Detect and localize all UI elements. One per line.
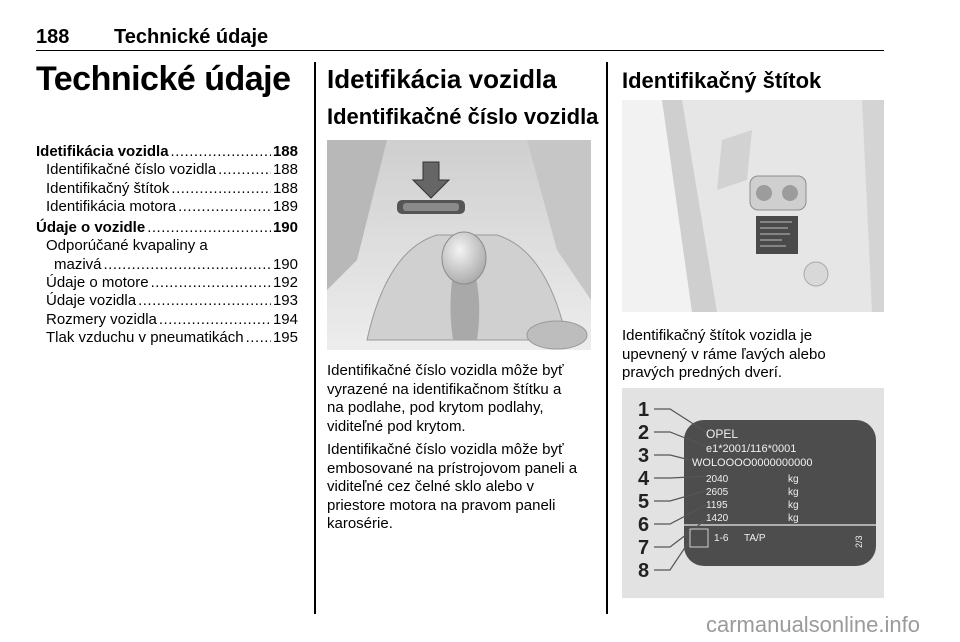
plate-bottom-left: 1-6 — [714, 533, 729, 544]
page-number: 188 — [36, 26, 70, 48]
gear-lever-illustration — [327, 140, 591, 350]
text-line: pravých predných dverí. — [622, 364, 783, 381]
toc-entry-label: Údaje vozidla — [46, 292, 137, 310]
plate-bottom-mid: TA/P — [744, 533, 766, 544]
toc-entry[interactable] — [36, 256, 298, 274]
toc-leader-dots — [171, 180, 271, 198]
toc-entry-page: 188 — [272, 179, 298, 197]
section-title-id-plate: Identifikačný štítok — [622, 68, 822, 93]
toc-entry-label: Rozmery vozidla — [46, 310, 157, 328]
toc-entry[interactable] — [36, 274, 298, 292]
plate-unit-1: kg — [788, 474, 799, 485]
plate-approval-number: e1*2001/116*0001 — [706, 443, 797, 455]
toc-leader-dots — [246, 329, 271, 347]
text-line: Identifikačné číslo vozidla môže byť — [327, 362, 564, 379]
toc-entry-page: 192 — [272, 274, 298, 292]
plate-weight-1: 2040 — [706, 474, 729, 485]
toc-entry[interactable] — [36, 311, 298, 329]
id-plate-location-photo — [622, 100, 884, 312]
door-frame-illustration — [622, 100, 884, 312]
toc-entry-label: Údaje o motore — [46, 274, 149, 292]
toc-leader-dots — [178, 198, 271, 216]
section-title-vehicle-id: Idetifikácia vozidla — [327, 64, 557, 94]
id-plate-diagram — [622, 388, 884, 598]
toc-entry[interactable] — [36, 292, 298, 310]
toc-entry-page: 189 — [272, 197, 298, 215]
toc-leader-dots — [147, 219, 271, 237]
column-divider-2 — [606, 62, 608, 614]
toc-leader-dots — [218, 161, 271, 179]
toc-entry[interactable] — [36, 198, 298, 216]
text-line: na podlahe, pod krytom podlahy, — [327, 399, 544, 416]
chapter-title: Technické údaje — [36, 60, 291, 98]
plate-unit-2: kg — [788, 487, 799, 498]
plate-callout-number: 4 — [638, 468, 650, 490]
toc-leader-dots — [171, 143, 271, 161]
toc-entry-label: Tlak vzduchu v pneumatikách — [46, 328, 244, 346]
id-plate-paragraph — [622, 327, 826, 383]
toc-entry-page: 188 — [272, 143, 298, 160]
toc-entry-page: 190 — [272, 255, 298, 273]
toc-leader-dots — [159, 311, 271, 329]
toc-leader-dots — [138, 292, 271, 310]
plate-brand: OPEL — [706, 427, 739, 441]
toc-entry[interactable] — [36, 180, 298, 198]
toc-entry-page: 190 — [272, 219, 298, 237]
vin-paragraph-1 — [327, 362, 564, 436]
column-divider-1 — [314, 62, 316, 614]
text-line: embosované na prístrojovom paneli a — [327, 459, 578, 477]
toc-entry[interactable] — [36, 237, 298, 255]
text-line: Identifikačný štítok vozidla je — [622, 327, 813, 344]
plate-callout-number: 2 — [638, 422, 650, 444]
plate-bottom-right: 2/3 — [854, 535, 864, 548]
toc-entry-label: mazivá — [54, 255, 102, 273]
plate-vin: WOLOOOO0000000000 — [692, 457, 813, 469]
plate-callout-number: 8 — [638, 560, 650, 582]
toc-leader-dots — [151, 274, 271, 292]
text-line: upevnený v ráme ľavých alebo — [622, 345, 826, 363]
toc-entry[interactable] — [36, 161, 298, 179]
plate-callout-number: 6 — [638, 514, 650, 536]
text-line: viditeľné cez čelné sklo alebo v — [327, 478, 534, 495]
subsection-title-vin: Identifikačné číslo vozidla — [327, 104, 599, 129]
header-title: Technické údaje — [114, 26, 269, 48]
toc-entry-label: Odporúčané kvapaliny a — [46, 237, 208, 255]
toc-entry-label: Identifikačný štítok — [46, 179, 170, 197]
toc-entry[interactable] — [36, 219, 298, 237]
watermark: carmanualsonline.info — [705, 612, 920, 637]
plate-callout-number: 3 — [638, 445, 650, 467]
plate-callout-number: 7 — [638, 537, 650, 559]
toc-leader-dots — [104, 256, 271, 274]
page-header — [36, 24, 884, 51]
toc-entry-page: 194 — [272, 310, 298, 328]
toc-entry-label: Identifikácia motora — [46, 197, 177, 215]
text-line: karosérie. — [327, 515, 393, 532]
toc-entry-label: Idetifikácia vozidla — [36, 143, 169, 160]
plate-callout-number: 1 — [638, 399, 650, 421]
vin-location-photo — [327, 140, 591, 350]
toc-entry[interactable] — [36, 329, 298, 347]
vin-paragraph-2 — [327, 441, 577, 534]
plate-weight-2: 2605 — [706, 487, 729, 498]
toc-entry-page: 188 — [272, 161, 298, 179]
table-of-contents — [36, 143, 298, 347]
plate-unit-4: kg — [788, 513, 799, 524]
text-line: viditeľné pod krytom. — [327, 417, 466, 435]
text-line: priestore motora na pravom paneli — [327, 496, 556, 514]
plate-weight-4: 1420 — [706, 513, 729, 524]
plate-unit-3: kg — [788, 500, 799, 511]
plate-weight-3: 1195 — [706, 500, 728, 511]
toc-entry[interactable] — [36, 143, 298, 161]
toc-entry-page: 195 — [272, 328, 298, 346]
toc-entry-label: Identifikačné číslo vozidla — [46, 161, 217, 179]
toc-entry-label: Údaje o vozidle — [36, 219, 146, 237]
text-line: Identifikačné číslo vozidla môže byť — [327, 441, 564, 458]
text-line: vyrazené na identifikačnom štítku a — [327, 380, 562, 398]
id-plate-svg — [622, 388, 884, 598]
plate-callout-number: 5 — [638, 491, 650, 513]
toc-entry-page: 193 — [272, 292, 298, 310]
